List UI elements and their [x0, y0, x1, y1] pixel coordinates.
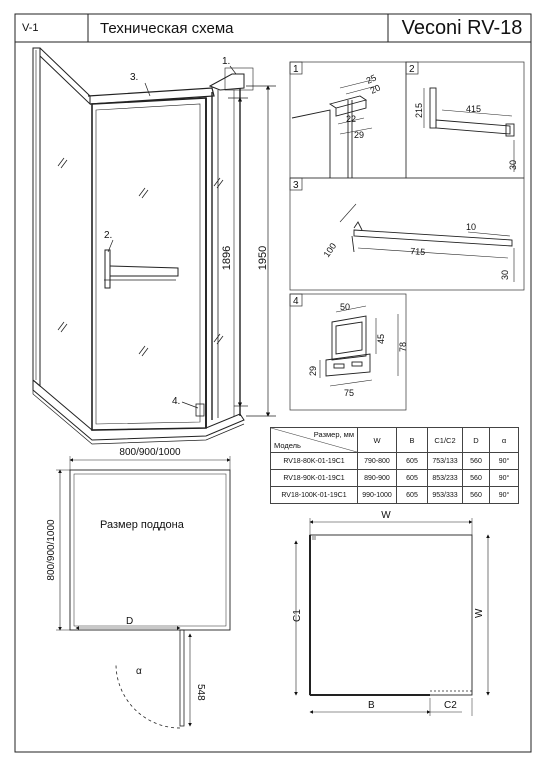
- d2-dim-215: 215: [414, 102, 424, 118]
- specs-header-row: [271, 428, 519, 453]
- cell-model: RV18-100K-01-19C1: [271, 487, 358, 504]
- tray-side-dim: 800/900/1000: [46, 519, 57, 581]
- d4-dim-50: 50: [340, 302, 351, 312]
- tray-caption: Размер поддона: [100, 519, 184, 531]
- header-frame: [15, 14, 531, 42]
- plan-side-label: W: [474, 608, 485, 618]
- specs-corner-bottom: Модель: [274, 441, 301, 450]
- cell-alpha: 90°: [490, 453, 519, 470]
- cell-w: 890-900: [358, 470, 397, 487]
- d4-dim-78: 78: [398, 341, 408, 352]
- plan-width-label: W: [381, 510, 391, 521]
- d2-dim-415: 415: [466, 104, 482, 114]
- version-label: V-1: [22, 22, 39, 34]
- specs-table: [270, 427, 519, 504]
- specs-corner-top: Размер, мм: [313, 430, 354, 439]
- d4-dim-45: 45: [376, 333, 386, 344]
- tray-top-dim: 800/900/1000: [119, 447, 181, 458]
- model-name: Veconi RV-18: [401, 16, 523, 39]
- cell-b: 605: [397, 453, 428, 470]
- d1-dim-20: 20: [368, 82, 382, 96]
- cell-b: 605: [397, 470, 428, 487]
- detail-1-number: 1: [293, 64, 299, 75]
- d3-dim-30: 30: [500, 269, 510, 280]
- plan-c2-label: C2: [444, 700, 457, 711]
- cell-c1c2: 853/233: [428, 470, 463, 487]
- d3-dim-715: 715: [409, 246, 426, 258]
- detail-2-drawing: [424, 88, 514, 172]
- callout-1: 1.: [222, 56, 231, 67]
- table-row: [271, 470, 519, 487]
- cell-model: RV18-90K-01-19C1: [271, 470, 358, 487]
- dim-height-door: 1896: [221, 245, 233, 271]
- cell-w: 990-1000: [358, 487, 397, 504]
- d1-dim-29: 29: [354, 130, 365, 140]
- specs-col-alpha: α: [490, 428, 519, 453]
- enclosure-iso-view: [33, 48, 253, 444]
- detail-2-number: 2: [409, 64, 415, 75]
- callout-4: 4.: [172, 396, 181, 407]
- specs-col-c1c2: C1/C2: [428, 428, 463, 453]
- specs-col-d: D: [463, 428, 490, 453]
- cell-c1c2: 953/333: [428, 487, 463, 504]
- d3-dim-100: 100: [321, 241, 339, 260]
- callout-3: 3.: [130, 72, 139, 83]
- table-row: [271, 453, 519, 470]
- cell-w: 790-800: [358, 453, 397, 470]
- specs-col-w: W: [358, 428, 397, 453]
- d3-dim-10: 10: [466, 222, 477, 232]
- drawing-title: Техническая схема: [100, 19, 234, 37]
- d1-dim-22: 22: [346, 114, 357, 124]
- enclosure-plan-drawing: [296, 518, 488, 716]
- callout-leaders: [108, 66, 236, 408]
- tray-angle-label: α: [136, 666, 142, 677]
- d2-dim-30: 30: [508, 159, 518, 170]
- specs-corner-cell: [271, 428, 358, 453]
- table-row: [271, 487, 519, 504]
- detail-3-drawing: [340, 204, 514, 282]
- specs-col-b: B: [397, 428, 428, 453]
- plan-b-label: B: [368, 700, 375, 711]
- tray-offset-dim: 548: [195, 684, 206, 701]
- tray-door-label: D: [126, 616, 134, 627]
- cell-c1c2: 753/133: [428, 453, 463, 470]
- cell-d: 560: [463, 470, 490, 487]
- cell-b: 605: [397, 487, 428, 504]
- d4-dim-75: 75: [344, 388, 355, 398]
- cell-d: 560: [463, 453, 490, 470]
- cell-alpha: 90°: [490, 487, 519, 504]
- detail-4-number: 4: [293, 296, 299, 307]
- glass-hatch-marks: [58, 158, 223, 356]
- plan-c1-label: C1: [292, 609, 303, 622]
- detail-4-drawing: [320, 306, 398, 386]
- dim-height-total: 1950: [257, 245, 269, 271]
- detail-1-drawing: [292, 80, 376, 178]
- detail-3-number: 3: [293, 180, 299, 191]
- cell-model: RV18-80K-01-19C1: [271, 453, 358, 470]
- d1-dim-25: 25: [364, 72, 378, 86]
- d4-dim-29: 29: [308, 365, 318, 376]
- cell-alpha: 90°: [490, 470, 519, 487]
- cell-d: 560: [463, 487, 490, 504]
- plan-corner-mark: [312, 536, 316, 540]
- callout-2: 2.: [104, 230, 113, 241]
